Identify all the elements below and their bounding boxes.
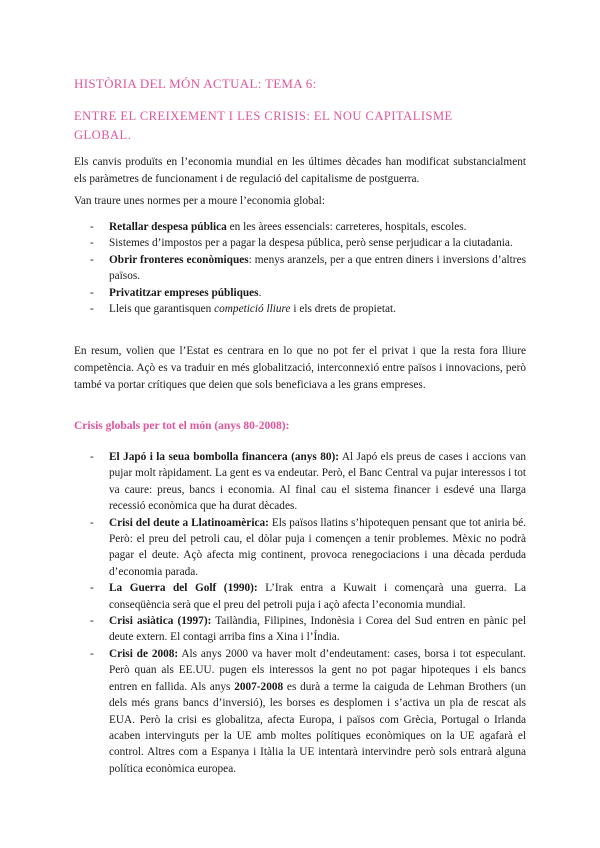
bullet-dash: - [90, 615, 94, 628]
item-text: . [258, 286, 262, 299]
summary-paragraph: En resum, volien que l’Estat es centrara en lo que no pot fer el privat i que la resta fora lliure competència. Açò es va traduir en més globalització, interconnexió entre països i innovacions, però també va portar crítiques que deien que sols beneficiava a les grans empreses. [74, 345, 526, 391]
item-text: : menys aranzels, per a que entren diners i inversions d’altres països. [109, 253, 526, 283]
intro-paragraph: Els canvis produïts en l’economia mundial en les últimes dècades han modificat substancialment els paràmetres de funcionament i de regulació del capitalisme de postguerra. [74, 156, 526, 185]
bullet-dash: - [90, 303, 94, 316]
item-text-before: Lleis que garantisquen [109, 303, 215, 316]
item-text-before: Als anys 2000 va haver molt d’endeutament: cases, borsa i tot especulant. Però quan als EE.UU. pugen els interessos la gent no pot pagar hipoteques i els bancs entren en fallida. Als anys [109, 647, 526, 693]
measures-list [74, 219, 526, 317]
list-item [74, 613, 526, 646]
list-item [74, 646, 526, 777]
bullet-dash: - [90, 647, 94, 660]
item-text: L’Irak entra a Kuwait i començarà una guerra. La conseqüència serà que el preu del petroli puja i açò afecta l’economia mundial. [109, 582, 526, 611]
list-item [74, 285, 526, 301]
list-item [74, 235, 526, 251]
item-text: Tailàndia, Filipines, Indonèsia i Corea del Sud entren en pànic pel deute extern. El contagi arriba fins a Xina i l’Índia. [109, 615, 526, 644]
item-bold: Retallar despesa pública [109, 221, 227, 233]
item-text: es durà a terme la caiguda de Lehman Brothers (un dels més grans bancs d’inversió), les borses es desplomen i s’activa un pla de rescat als EUA. Però la crisi es globalitza, afecta Europa, i països com Grècia, Portugal o Irlanda acaben intervinguts per la UE amb moltes polítiques econòmiques on la UE agafarà el control. Altres com a Espanya i Itàlia la UE intentarà intervindre però sols entrarà alguna política econòmica europea. [109, 680, 526, 775]
item-italic: competició lliure [214, 303, 291, 316]
page-title: HISTÒRIA DEL MÓN ACTUAL: TEMA 6: [74, 76, 317, 91]
item-bold: El Japó i la seua bombolla financera (anys 80): [109, 451, 340, 463]
item-text: en les àrees essencials: carreteres, hospitals, escoles. [226, 221, 467, 233]
item-text: i els drets de propietat. [290, 303, 396, 316]
item-bold-years: 2007-2008 [234, 680, 284, 693]
bullet-dash: - [90, 253, 94, 266]
bullet-dash: - [90, 451, 94, 463]
list-item [74, 515, 526, 581]
list-item [74, 252, 526, 285]
bullet-dash: - [90, 582, 94, 595]
item-bold: Crisi asiàtica (1997): [109, 615, 212, 628]
lead-paragraph: Van traure unes normes per a moure l’economia global: [74, 195, 325, 207]
bullet-dash: - [90, 516, 94, 529]
item-bold: La Guerra del Golf (1990): [109, 582, 258, 595]
item-bold: Obrir fronteres econòmiques [109, 253, 249, 266]
list-item [74, 301, 526, 317]
list-item [74, 219, 526, 235]
item-text: Al Japó els preus de cases i accions van pujar molt ràpidament. La gent es va endeutar. Però, el Banc Central va pujar interessos i tot va caure: preus, bancs i economia. Al final cau el sistema financer i esdevé una llarga recessió econòmica que ha durat dècades. [109, 451, 526, 513]
crisis-heading: Crisis globals per tot el món (anys 80-2008): [74, 420, 290, 432]
item-bold: Crisi de 2008: [109, 647, 179, 660]
item-bold: Crisi del deute a Llatinoamèrica: [109, 516, 269, 529]
item-text: Sistemes d’impostos per a pagar la despesa pública, però sense perjudicar a la ciutadania. [109, 237, 513, 250]
list-item [74, 580, 526, 613]
page-subtitle: ENTRE EL CREIXEMENT I LES CRISIS: EL NOU CAPITALISME GLOBAL. [74, 109, 453, 142]
bullet-dash: - [90, 286, 94, 299]
list-item [74, 449, 526, 515]
item-bold: Privatitzar empreses públiques [109, 286, 259, 299]
crises-list [74, 449, 526, 777]
bullet-dash: - [90, 237, 94, 250]
bullet-dash: - [90, 221, 94, 233]
item-text: Els països llatins s’hipotequen pensant que tot aniria bé. Però: el preu del petroli cau, el dòlar puja i començen a tenir problemes. Mèxic no podrà pagar el deute. Açò afecta mig continent, provoca renegociacions i una dècada perduda d’economia parada. [109, 516, 527, 578]
